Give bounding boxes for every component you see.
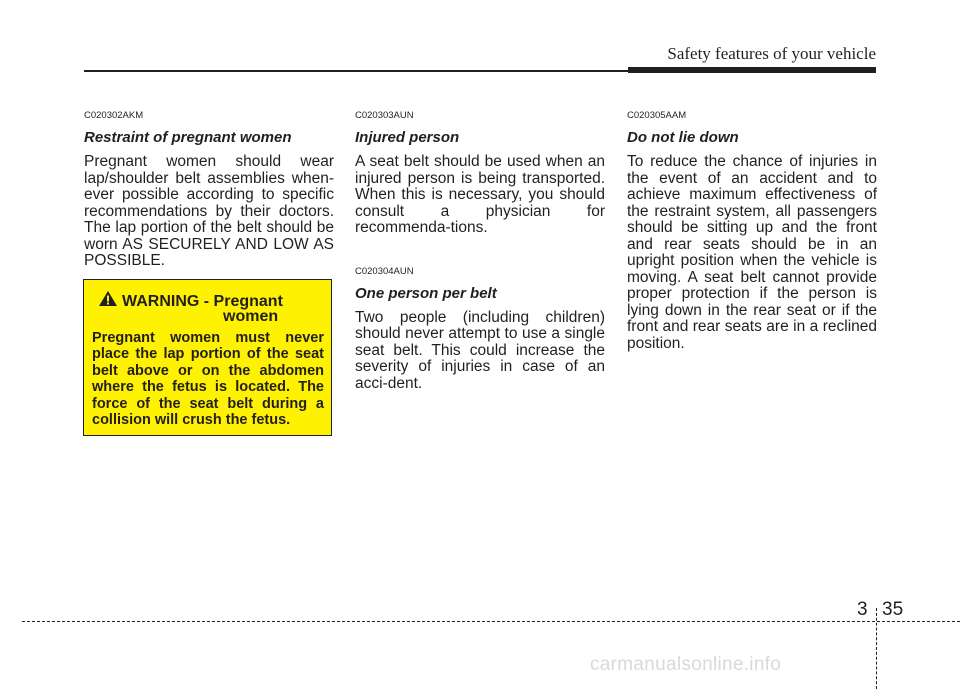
column-3 [627, 110, 877, 352]
warning-body: Pregnant women must never place the lap portion of the seat belt above or on the abdomen where the fetus is located. The force of the seat belt during a collision will crush the fetus. [92, 330, 324, 429]
watermark: carmanualsonline.info [590, 654, 782, 675]
section-body: To reduce the chance of injuries in the event of an accident and to achieve maximum effectiveness of the restraint system, all passengers should be sitting up and the front and rear seats should be in an upright position when the vehicle is moving. A seat belt cannot provide proper protection if the person is lying down in the rear seat or if the front and rear seats are in a reclined position. [627, 153, 877, 352]
section-heading: One person per belt [355, 284, 497, 302]
section-body: Pregnant women should wear lap/shoulder belt assemblies when-ever possible according to specific recommendations by their doctors. The lap portion of the belt should be worn AS SECURELY AND LOW AS POSSIBLE. [84, 153, 334, 269]
section-code: C020302AKM [84, 110, 144, 121]
chapter-number: 3 [857, 599, 868, 620]
warning-box [83, 279, 332, 436]
header-accent-bar [628, 67, 876, 73]
section-title: Safety features of your vehicle [667, 44, 876, 63]
section-heading: Injured person [355, 129, 460, 146]
section-code: C020305AAM [627, 110, 687, 121]
warning-triangle-icon [98, 290, 118, 311]
section-code: C020303AUN [355, 110, 414, 121]
section-body: A seat belt should be used when an injured person is being transported. When this is necessary, you should consult a physician for recommenda-tions. [355, 153, 605, 236]
page-number: 35 [882, 599, 904, 620]
section-body: Two people (including children) should never attempt to use a single seat belt. This could increase the severity of injuries in case of an acci-dent. [355, 308, 605, 392]
column-1 [84, 110, 334, 270]
column-2 [355, 110, 605, 392]
footer-divider [22, 621, 960, 622]
warning-title-text: WARNING - Pregnant [122, 293, 283, 310]
page-number-divider [876, 608, 877, 689]
warning-title-line2: women [223, 308, 279, 325]
section-heading: Do not lie down [627, 129, 739, 146]
section-heading: Restraint of pregnant women [84, 129, 292, 146]
section-code: C020304AUN [355, 265, 414, 277]
warning-title [98, 290, 323, 311]
